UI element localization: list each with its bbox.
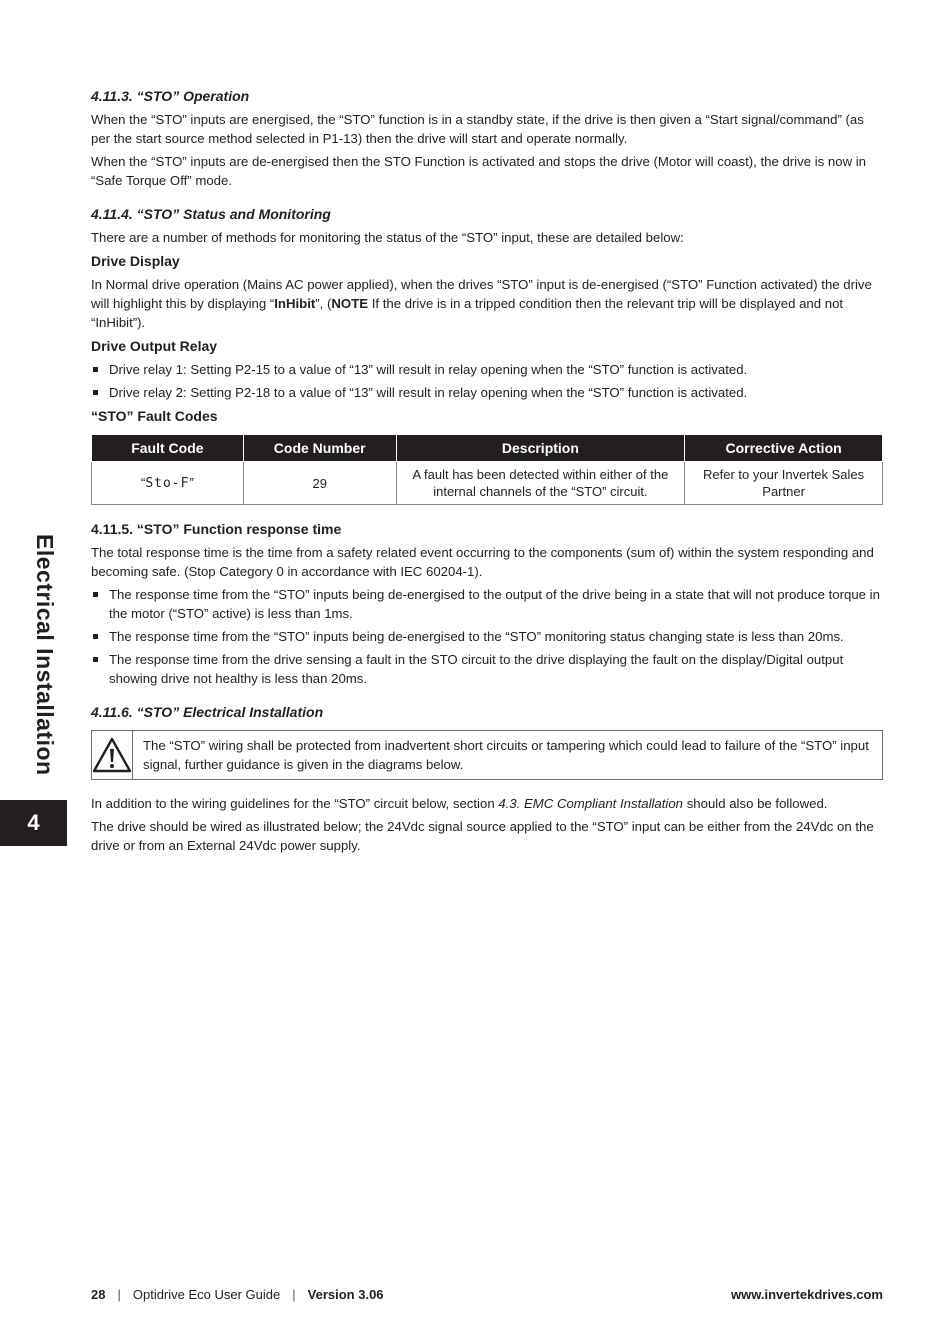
section-heading-electrical-installation: 4.11.6. “STO” Electrical Installation	[91, 704, 324, 720]
code-number-cell: 29	[243, 462, 396, 505]
column-header: Corrective Action	[685, 435, 883, 462]
drive-output-relay-heading: Drive Output Relay	[91, 338, 218, 354]
website-url: www.invertekdrives.com	[731, 1286, 883, 1302]
guide-title: Optidrive Eco User Guide	[132, 1286, 281, 1302]
section-heading-status-monitoring: 4.11.4. “STO” Status and Monitoring	[91, 206, 331, 222]
table-header-row	[92, 435, 883, 462]
fault-codes-table	[91, 434, 883, 505]
fault-code-cell: “Sto-F”	[92, 462, 244, 505]
page-number: 28	[91, 1286, 106, 1302]
drive-display-heading: Drive Display	[91, 253, 180, 269]
column-header: Fault Code	[92, 435, 244, 462]
response-time-list	[91, 585, 883, 688]
warning-text: The “STO” wiring shall be protected from inadvertent short circuits or tampering which could lead to failure of the “STO” input signal, further guidance is given in the diagrams below.	[143, 738, 869, 772]
status-monitoring-intro: There are a number of methods for monitoring the status of the “STO” input, these are detailed below:	[91, 230, 684, 245]
column-header: Description	[396, 435, 685, 462]
footer-separator: |	[292, 1286, 296, 1302]
list-item: The response time from the drive sensing a fault in the STO circuit to the drive displaying the fault on the display/Digital output showing drive not healthy is less than 20ms.	[91, 650, 883, 688]
chapter-number: 4	[0, 800, 67, 846]
drive-display-paragraph: In Normal drive operation (Mains AC power applied), when the drives “STO” input is de-energised (“STO” Function activated) the drive will highlight this by displaying “InHibit”, (NOTE If the drive is in a tripped condition then the relevant trip will be displayed and not “InHibit”).	[91, 277, 872, 330]
warning-box	[91, 730, 883, 780]
list-item: Drive relay 2: Setting P2-18 to a value of “13” will result in relay opening when the “STO” function is activated.	[91, 383, 883, 402]
description-cell: A fault has been detected within either of the internal channels of the “STO” circuit.	[396, 462, 685, 505]
installation-paragraph-2: The drive should be wired as illustrated below; the 24Vdc signal source applied to the “STO” input can be either from the 24Vdc on the drive or from an External 24Vdc power supply.	[91, 819, 874, 853]
version-label: Version 3.06	[307, 1286, 384, 1302]
section-heading-response-time: 4.11.5. “STO” Function response time	[91, 521, 342, 537]
page-content	[91, 86, 883, 855]
installation-paragraph-1: In addition to the wiring guidelines for the “STO” circuit below, section 4.3. EMC Compliant Installation should also be followed.	[91, 796, 828, 811]
column-header: Code Number	[243, 435, 396, 462]
page-footer	[91, 1284, 883, 1304]
sto-operation-paragraph-2: When the “STO” inputs are de-energised then the STO Function is activated and stops the drive (Motor will coast), the drive is now in “Safe Torque Off” mode.	[91, 154, 867, 188]
sto-operation-paragraph-1: When the “STO” inputs are energised, the “STO” function is in a standby state, if the drive is then given a “Start signal/command” (as per the start source method selected in P1-13) then the drive will start and operate normally.	[91, 112, 864, 146]
table-row	[92, 462, 883, 505]
emc-section-reference: 4.3. EMC Compliant Installation	[498, 796, 684, 811]
list-item: The response time from the “STO” inputs being de-energised to the output of the drive being in a state that will not produce torque in the motor (“STO” active) is less than 1ms.	[91, 585, 883, 623]
fault-codes-heading: “STO” Fault Codes	[91, 408, 218, 424]
relay-list	[91, 360, 883, 402]
note-label: NOTE	[331, 296, 369, 311]
list-item: The response time from the “STO” inputs being de-energised to the “STO” monitoring status changing state is less than 20ms.	[91, 627, 883, 646]
chapter-label: Electrical Installation	[32, 534, 58, 776]
warning-triangle-icon	[92, 731, 133, 779]
response-time-intro: The total response time is the time from a safety related event occurring to the components (sum of) within the system responding and becoming safe. (Stop Category 0 in accordance with IEC 60204-1).	[91, 545, 874, 579]
section-heading-sto-operation: 4.11.3. “STO” Operation	[91, 88, 250, 104]
corrective-action-cell: Refer to your Invertek Sales Partner	[685, 462, 883, 505]
inhibit-text: InHibit	[274, 296, 316, 311]
list-item: Drive relay 1: Setting P2-15 to a value of “13” will result in relay opening when the “STO” function is activated.	[91, 360, 883, 379]
footer-separator: |	[117, 1286, 121, 1302]
lcd-fault-code: Sto-F	[145, 476, 190, 491]
